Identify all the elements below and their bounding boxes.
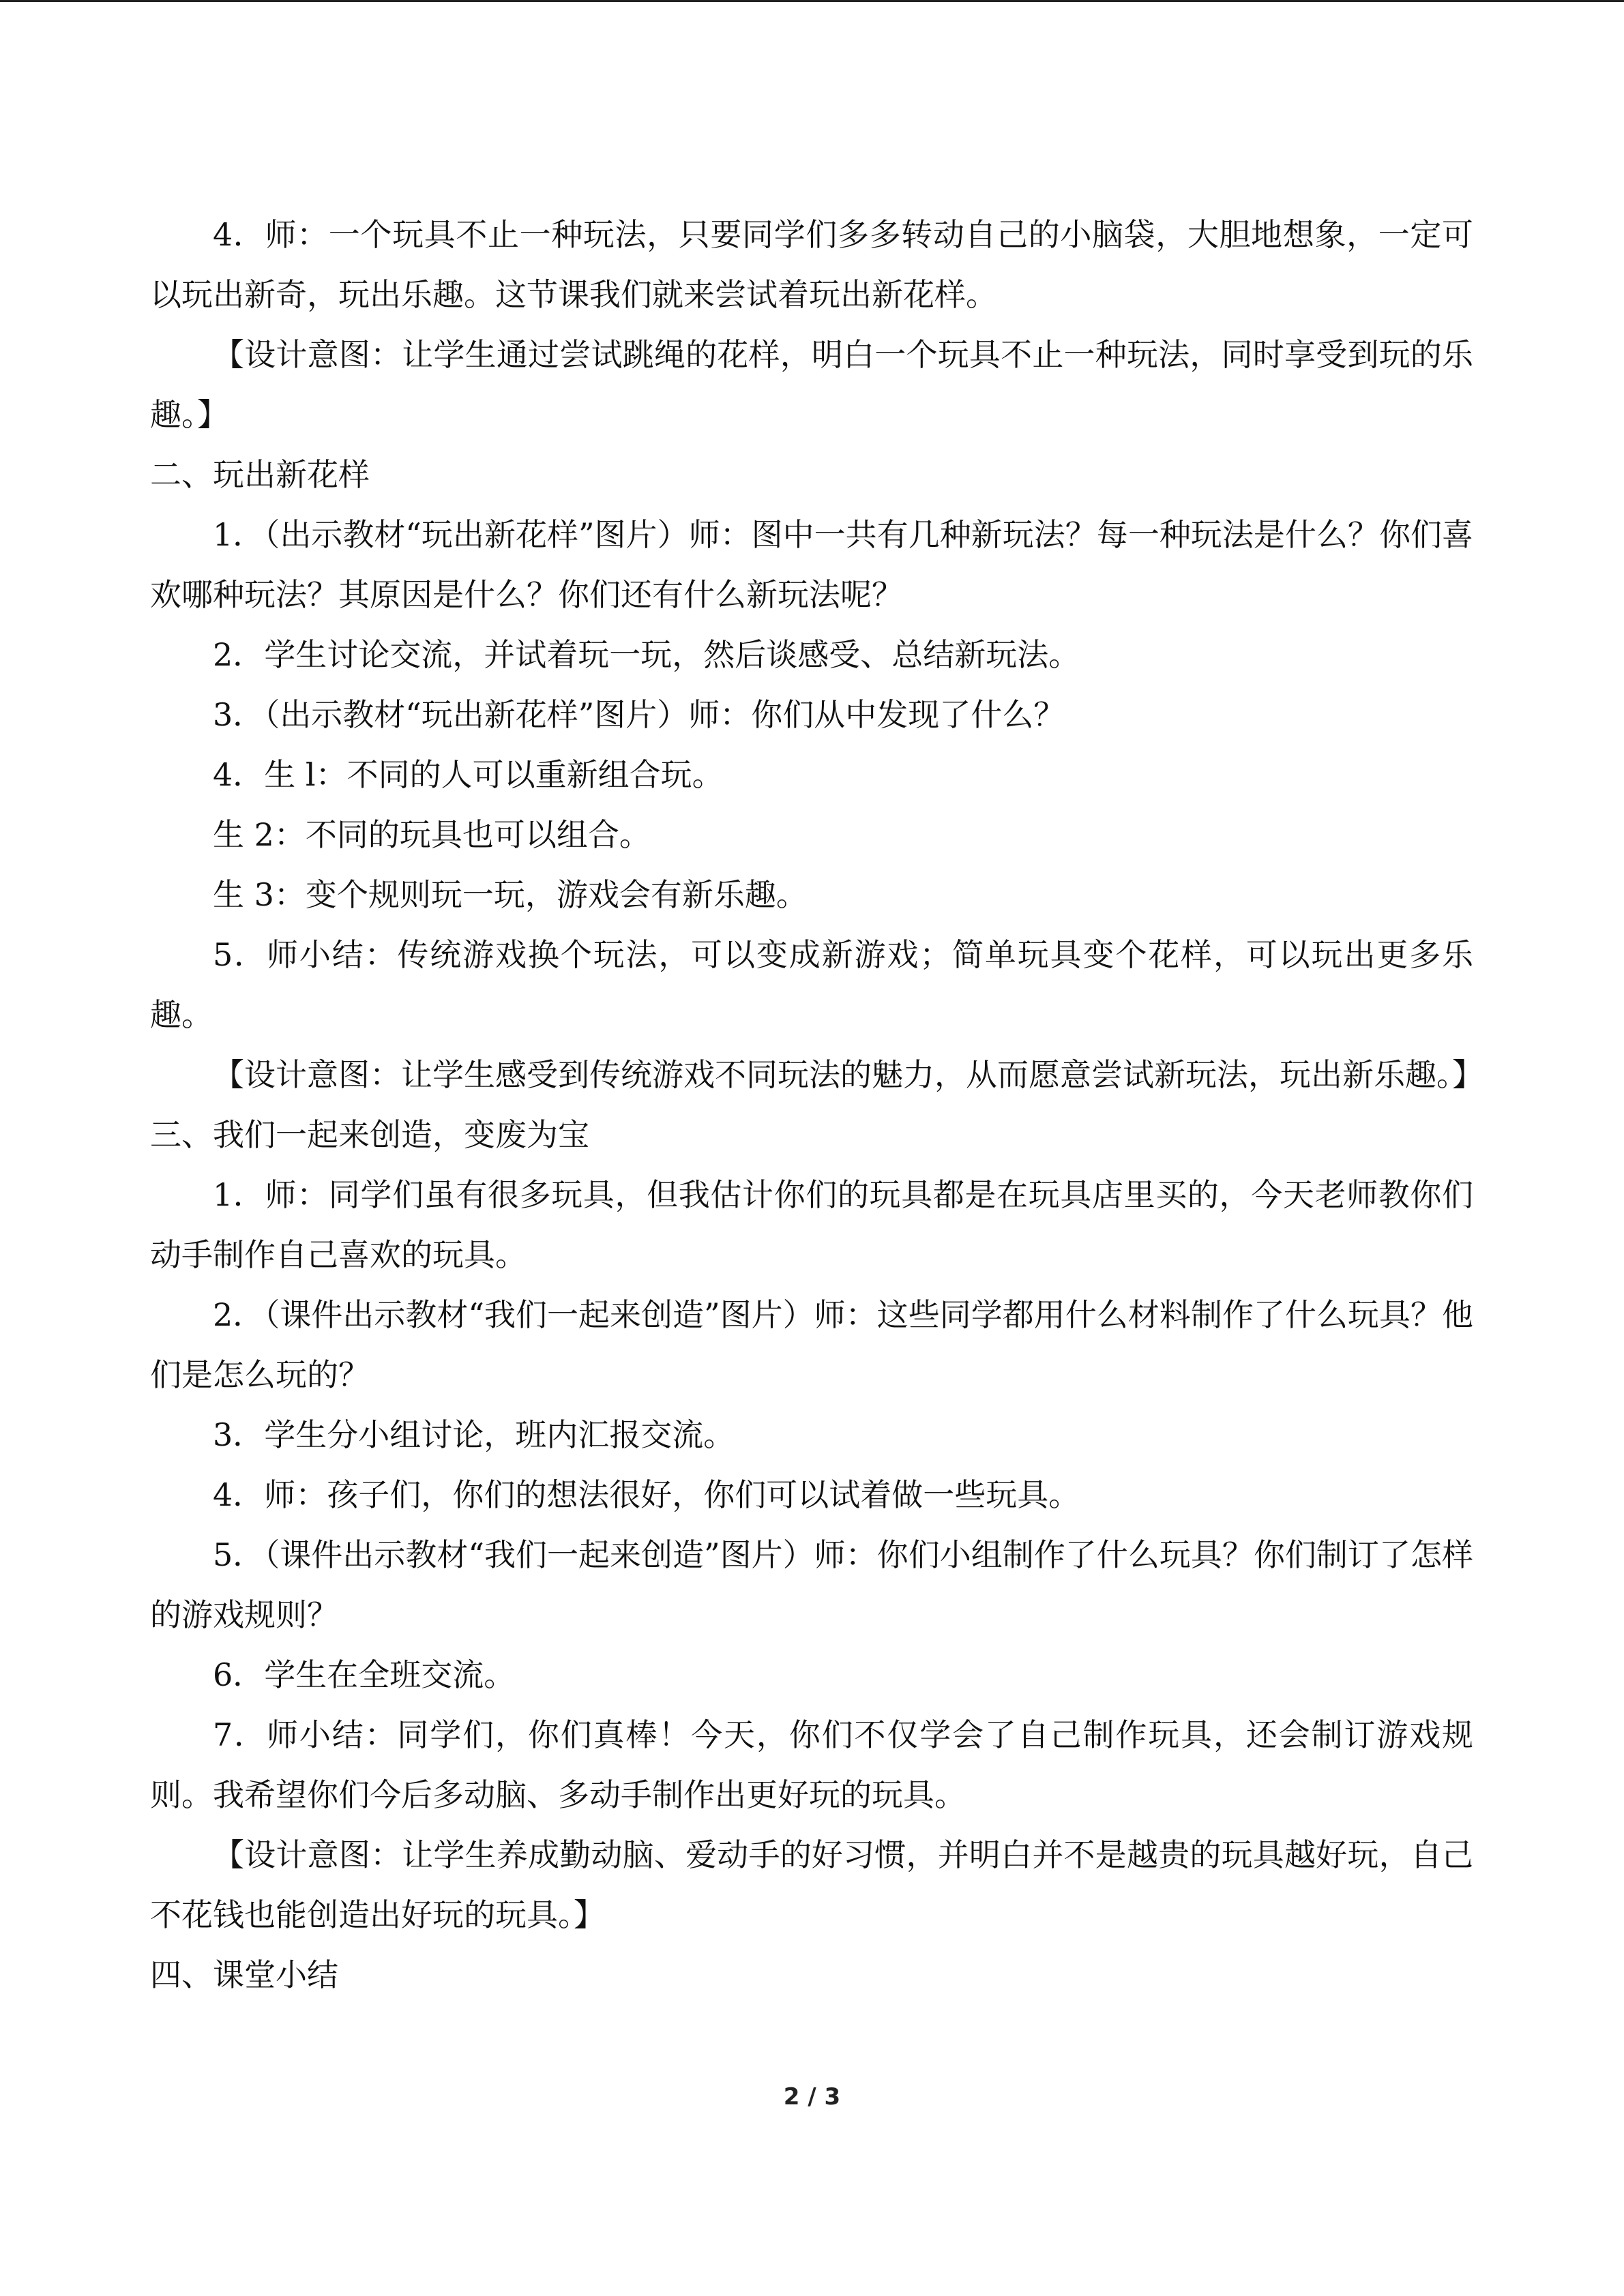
paragraph-create-6: 6．学生在全班交流。: [213, 1656, 516, 1693]
design-intent-1: 【设计意图：让学生通过尝试跳绳的花样，明白一个玩具不止一种玩法，同时享受到玩的乐趣。】: [150, 336, 1473, 433]
paragraph-item-1: 1．（出示教材“玩出新花样”图片）师：图中一共有几种新玩法？每一种玩法是什么？你们喜欢哪种玩法？其原因是什么？你们还有什么新玩法呢？: [150, 516, 1473, 613]
section-heading-3: 三、我们一起来创造，变废为宝: [150, 1116, 589, 1153]
paragraph-item-2: 2．学生讨论交流，并试着玩一玩，然后谈感受、总结新玩法。: [213, 636, 1080, 673]
paragraph-item-5: 5．师小结：传统游戏换个玩法，可以变成新游戏；简单玩具变个花样，可以玩出更多乐趣。: [150, 936, 1473, 1033]
paragraph-create-4: 4．师：孩子们，你们的想法很好，你们可以试着做一些玩具。: [213, 1476, 1080, 1513]
paragraph-create-3: 3．学生分小组讨论，班内汇报交流。: [213, 1416, 735, 1453]
paragraph-create-5: 5．（课件出示教材“我们一起来创造”图片）师：你们小组制作了什么玩具？你们制订了怎样的游戏规则？: [150, 1536, 1473, 1633]
design-intent-2: 【设计意图：让学生感受到传统游戏不同玩法的魅力，从而愿意尝试新玩法，玩出新乐趣。】: [213, 1056, 1483, 1093]
paragraph-create-1: 1．师：同学们虽有很多玩具，但我估计你们的玩具都是在玩具店里买的，今天老师教你们动手制作自己喜欢的玩具。: [150, 1176, 1473, 1273]
paragraph-item-3: 3．（出示教材“玩出新花样”图片）师：你们从中发现了什么？: [213, 696, 1065, 733]
paragraph-create-2: 2．（课件出示教材“我们一起来创造”图片）师：这些同学都用什么材料制作了什么玩具？他们是怎么玩的？: [150, 1296, 1473, 1393]
page-number: 2 / 3: [783, 2083, 841, 2111]
paragraph-item-4: 4．生 l：不同的人可以重新组合玩。: [213, 756, 724, 793]
design-intent-3: 【设计意图：让学生养成勤动脑、爱动手的好习惯，并明白并不是越贵的玩具越好玩，自己不花钱也能创造出好玩的玩具。】: [150, 1836, 1473, 1933]
top-border-line: [0, 0, 1624, 2]
section-heading-2: 二、玩出新花样: [150, 456, 370, 493]
paragraph-student-2: 生 2：不同的玩具也可以组合。: [213, 816, 651, 853]
paragraph-student-3: 生 3：变个规则玩一玩，游戏会有新乐趣。: [213, 876, 808, 913]
paragraph-teacher-intro: 4．师：一个玩具不止一种玩法，只要同学们多多转动自己的小脑袋，大胆地想象，一定可以玩出新奇，玩出乐趣。这节课我们就来尝试着玩出新花样。: [150, 216, 1473, 313]
section-heading-4: 四、课堂小结: [150, 1956, 338, 1993]
document-body: [150, 205, 1483, 2005]
paragraph-create-7: 7．师小结：同学们，你们真棒！今天，你们不仅学会了自己制作玩具，还会制订游戏规则。我希望你们今后多动脑、多动手制作出更好玩的玩具。: [150, 1716, 1473, 1813]
